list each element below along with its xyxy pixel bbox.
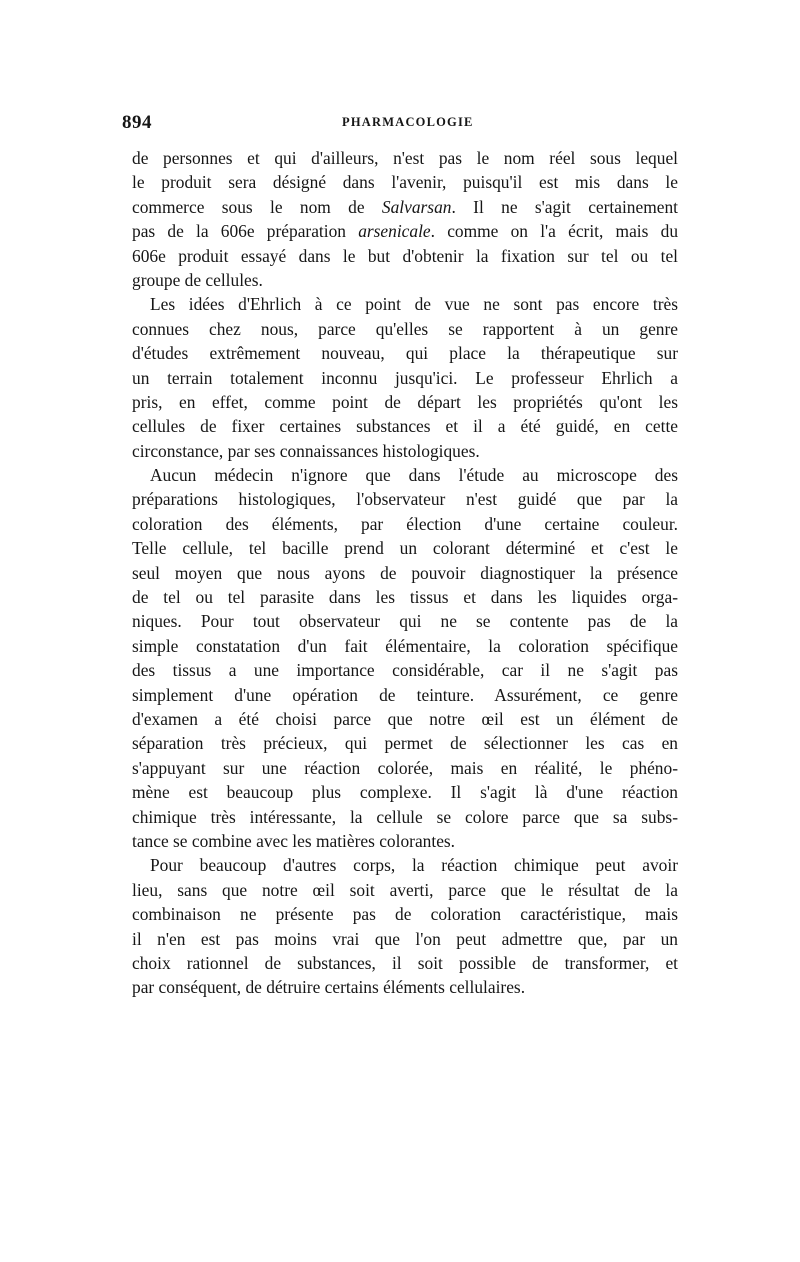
text-line: le produit sera désigné dans l'avenir, puisqu'il est mis dans le [132,172,678,193]
text-line: simple constatation d'un fait élémentaire, la coloration spécifique [132,635,678,656]
italic-term: arsenicale [358,221,431,242]
text-line: Pour beaucoup d'autres corps, la réaction chimique peut avoir [150,855,678,876]
text-line: commerce sous le nom de Salvarsan. Il ne s'agit certainement [132,196,678,217]
book-page [122,112,679,1000]
text-line: choix rationnel de substances, il soit possible de transformer, et [132,952,678,973]
running-title: PHARMACOLOGIE [342,115,474,129]
text-line: chimique très intéressante, la cellule se colore parce que sa subs- [132,806,678,827]
text-line: pris, en effet, comme point de départ les propriétés qu'ont les [132,391,678,412]
text-line: connues chez nous, parce qu'elles se rapportent à un genre [132,318,678,339]
text-line: des tissus a une importance considérable, car il ne s'agit pas [132,660,678,681]
paragraph [132,292,678,463]
italic-term: Salvarsan [381,196,452,217]
paragraph [132,463,678,853]
text-line: groupe de cellules. [132,269,263,290]
text-line: combinaison ne présente pas de coloration caractéristique, mais [132,904,678,925]
text-line: simplement d'une opération de teinture. Assurément, ce genre [132,684,678,705]
text-line: Les idées d'Ehrlich à ce point de vue ne sont pas encore très [150,294,678,315]
text-line: lieu, sans que notre œil soit averti, parce que le résultat de la [132,879,678,900]
text-line: un terrain totalement inconnu jusqu'ici. Le professeur Ehrlich a [132,367,678,388]
paragraph [132,146,678,292]
text-line: séparation très précieux, qui permet de sélectionner les cas en [132,733,678,754]
text-line: Telle cellule, tel bacille prend un colorant déterminé et c'est le [132,538,678,559]
text-line: de tel ou tel parasite dans les tissus et dans les liquides orga- [132,587,678,608]
text-line: pas de la 606e préparation arsenicale. comme on l'a écrit, mais du [132,221,679,242]
text-line: s'appuyant sur une réaction colorée, mais en réalité, le phéno- [132,757,678,778]
text-line: cellules de fixer certaines substances et il a été guidé, en cette [132,416,678,437]
text-line: de personnes et qui d'ailleurs, n'est pas le nom réel sous lequel [132,148,678,168]
text-line: niques. Pour tout observateur qui ne se contente pas de la [132,611,678,632]
text-line: par conséquent, de détruire certains éléments cellulaires. [132,977,526,998]
text-line: seul moyen que nous ayons de pouvoir diagnostiquer la présence [132,562,678,583]
text-line: tance se combine avec les matières colorantes. [132,830,456,851]
text-line: d'examen a été choisi parce que notre œil est un élément de [132,708,678,729]
paragraph [132,853,678,999]
text-line: mène est beaucoup plus complexe. Il s'agit là d'une réaction [132,782,678,803]
text-line: il n'en est pas moins vrai que l'on peut admettre que, par un [132,928,678,949]
running-head [122,112,678,140]
text-line: 606e produit essayé dans le but d'obtenir la fixation sur tel ou tel [132,245,678,266]
text-line: préparations histologiques, l'observateur n'est guidé que par la [132,489,678,510]
text-line: circonstance, par ses connaissances histologiques. [132,440,480,461]
page-number: 894 [122,112,152,133]
text-line: Aucun médecin n'ignore que dans l'étude au microscope des [150,465,678,486]
text-line: coloration des éléments, par élection d'une certaine couleur. [132,513,678,534]
body-text [132,146,678,1000]
text-line: d'études extrêmement nouveau, qui place la thérapeutique sur [132,343,678,364]
